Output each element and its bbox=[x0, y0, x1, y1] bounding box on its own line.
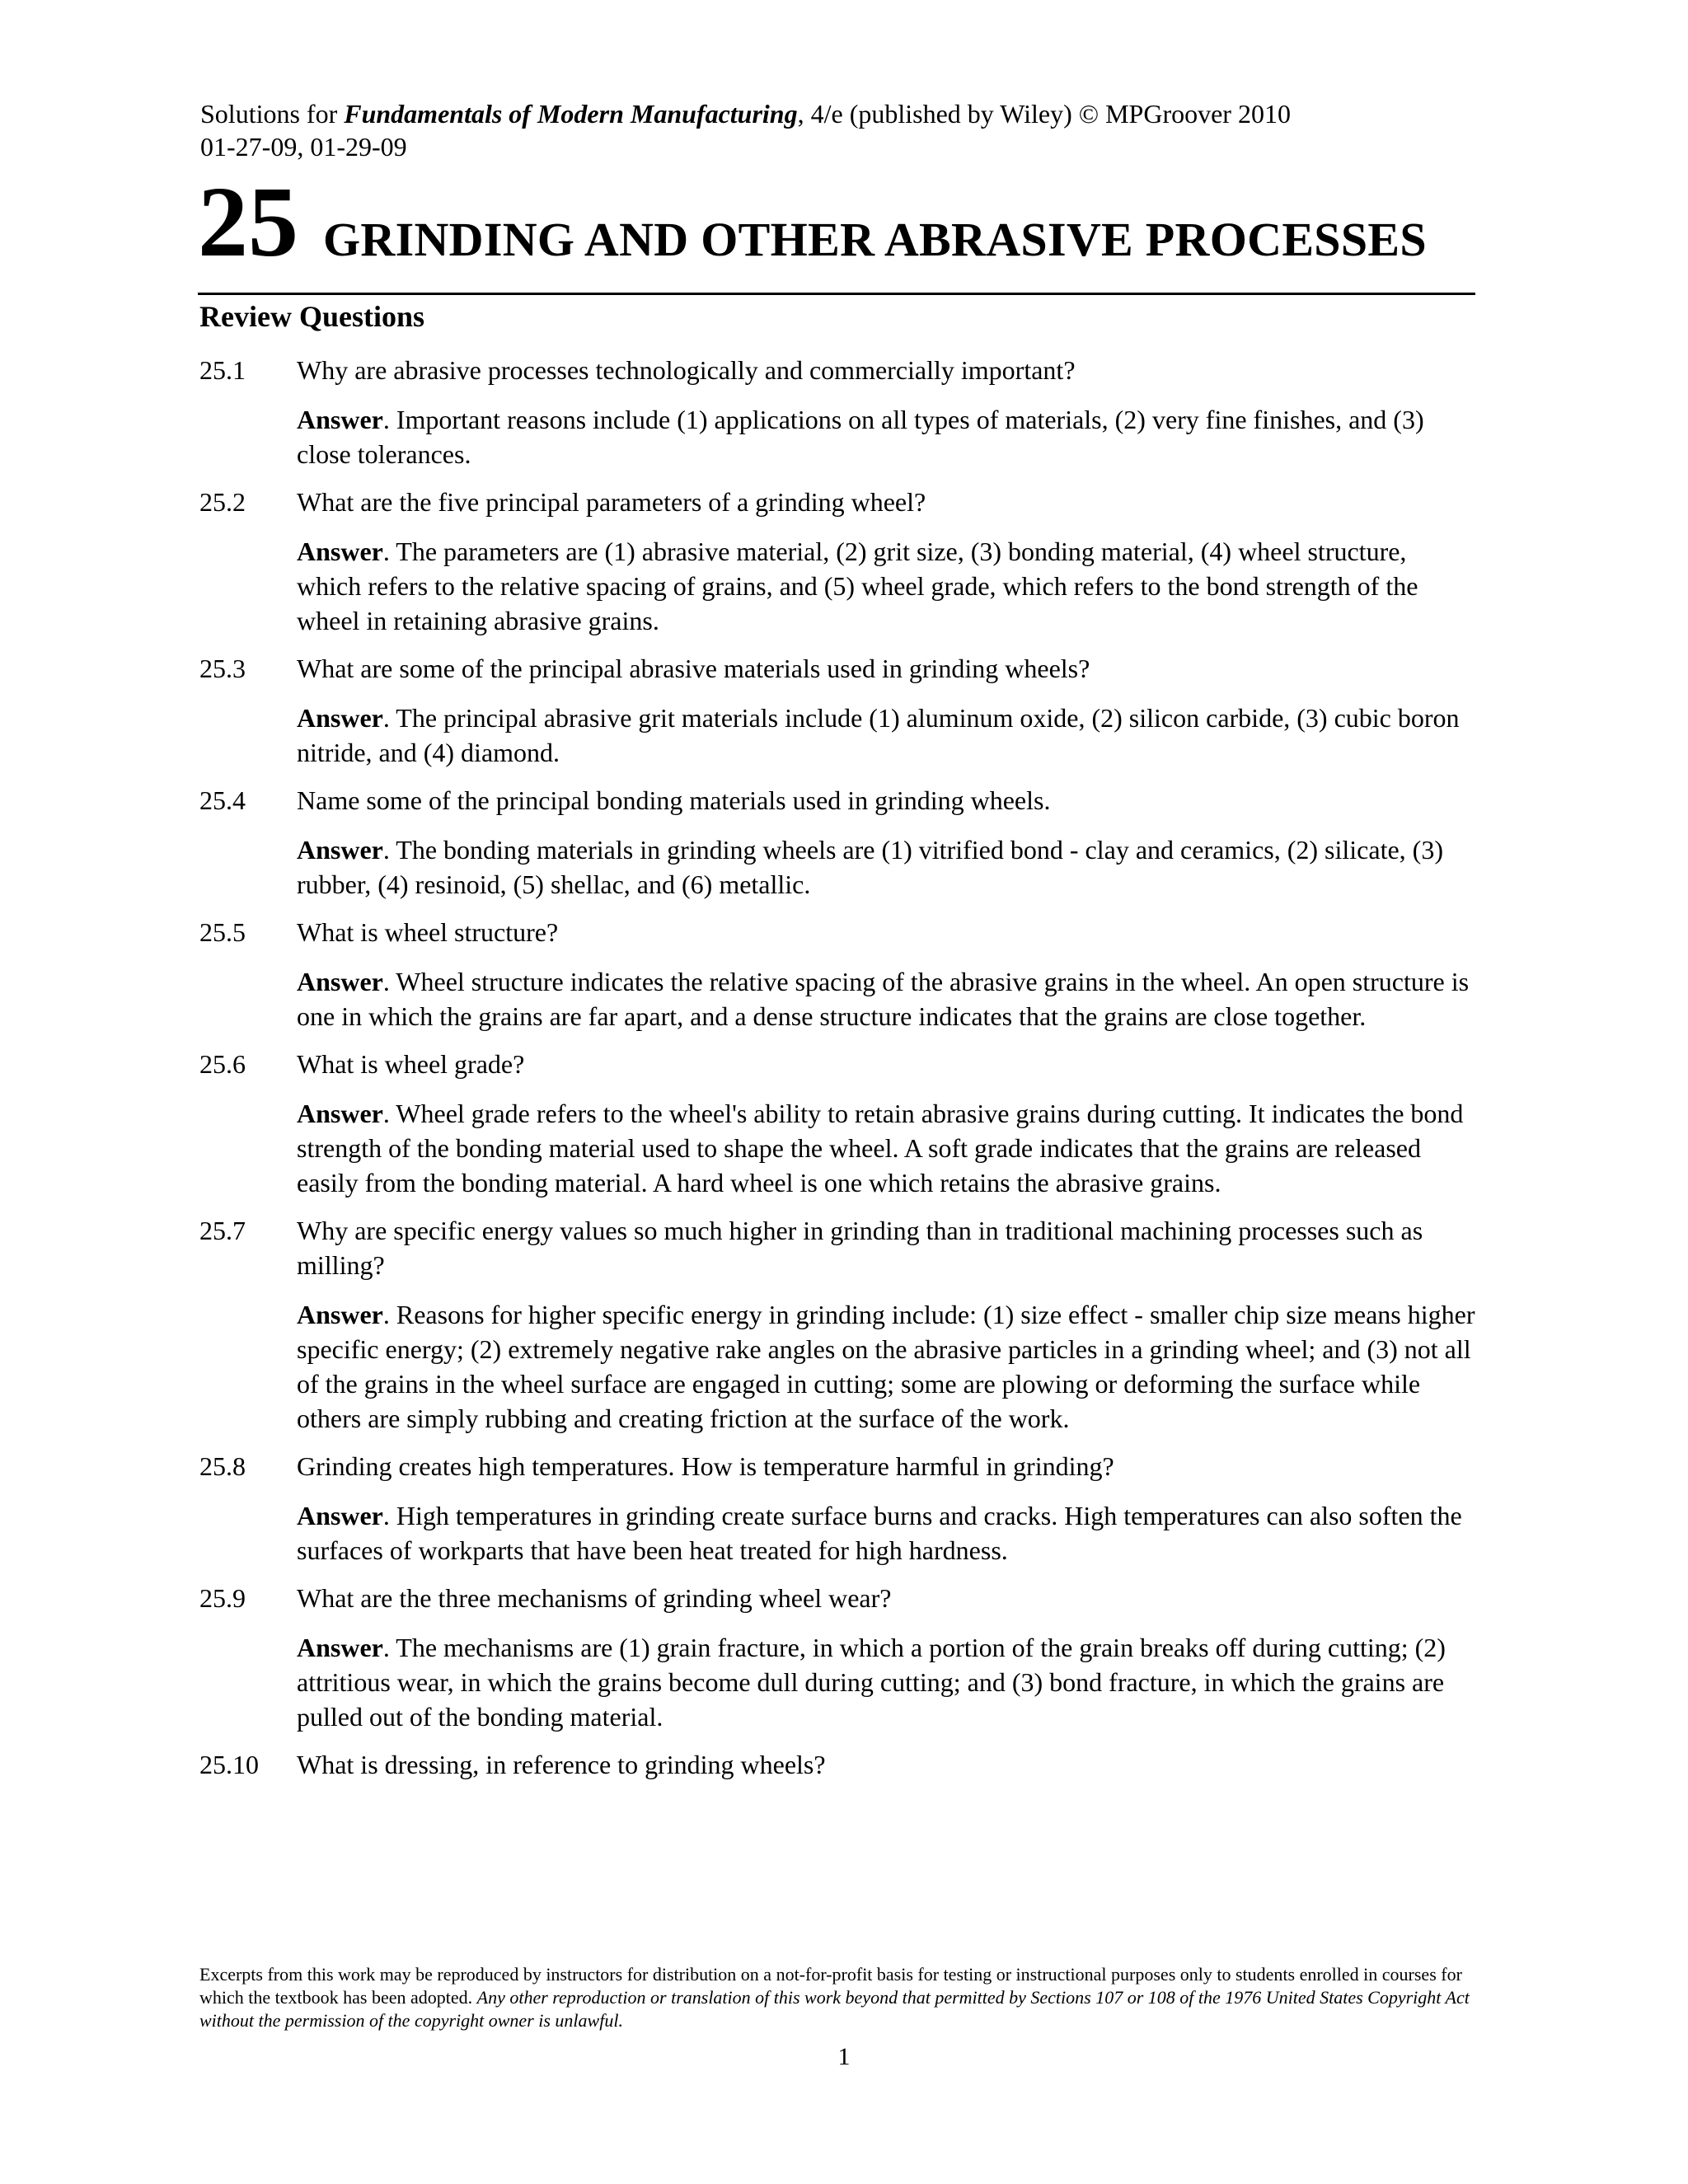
answer-text: . The principal abrasive grit materials include (1) aluminum oxide, (2) silicon carbide, (3) cubic boron nitride, and (4) diamond. bbox=[297, 703, 1460, 767]
question-text: Grinding creates high temperatures. How is temperature harmful in grinding? bbox=[297, 1451, 1114, 1481]
question-row bbox=[199, 1047, 1485, 1081]
answer-paragraph bbox=[297, 1630, 1475, 1734]
question-text: What are the three mechanisms of grinding wheel wear? bbox=[297, 1583, 892, 1613]
answer-label: Answer bbox=[297, 703, 383, 733]
question-item bbox=[199, 1581, 1485, 1734]
question-number: 25.7 bbox=[199, 1216, 246, 1245]
question-text: What is dressing, in reference to grinding wheels? bbox=[297, 1750, 826, 1779]
question-number: 25.9 bbox=[199, 1583, 246, 1613]
page-header bbox=[200, 97, 1291, 163]
answer-text: . Important reasons include (1) applications on all types of materials, (2) very fine finishes, and (3) close tolerances. bbox=[297, 405, 1424, 469]
question-item bbox=[199, 1213, 1485, 1436]
footer-normal-text: Excerpts from this work may be reproduced by instructors for distribution on a not-for-profit basis for testing or instructional purposes only to students enrolled in courses for which the textbook has been adopted. bbox=[199, 1964, 1462, 2008]
answer-paragraph bbox=[297, 964, 1475, 1033]
chapter-title: GRINDING AND OTHER ABRASIVE PROCESSES bbox=[323, 213, 1427, 266]
chapter-number: 25 bbox=[198, 166, 298, 278]
question-text: What is wheel structure? bbox=[297, 917, 559, 947]
question-number: 25.3 bbox=[199, 654, 246, 683]
question-item bbox=[199, 1047, 1485, 1200]
answer-paragraph bbox=[297, 701, 1475, 770]
answer-paragraph bbox=[297, 1297, 1475, 1436]
question-item bbox=[199, 783, 1485, 902]
header-citation bbox=[200, 97, 1291, 130]
question-text: What are the five principal parameters of a grinding wheel? bbox=[297, 487, 926, 517]
section-title: Review Questions bbox=[199, 300, 424, 333]
answer-paragraph bbox=[297, 1498, 1475, 1568]
question-list bbox=[199, 353, 1485, 1797]
answer-text: . Wheel grade refers to the wheel's ability to retain abrasive grains during cutting. It indicates the bond strength of the bonding material used to shape the wheel. A soft grade indicates that the grains are released easily from the bonding material. A hard wheel is one which retains the abrasive grains. bbox=[297, 1099, 1464, 1197]
answer-label: Answer bbox=[297, 835, 383, 865]
question-text: What is wheel grade? bbox=[297, 1049, 525, 1079]
answer-label: Answer bbox=[297, 537, 383, 566]
answer-text: . Wheel structure indicates the relative spacing of the abrasive grains in the wheel. An open structure is one in which the grains are far apart, and a dense structure indicates that the grains are close together. bbox=[297, 967, 1470, 1031]
answer-text: . High temperatures in grinding create surface burns and cracks. High temperatures can also soften the surfaces of workparts that have been heat treated for high hardness. bbox=[297, 1501, 1462, 1565]
answer-label: Answer bbox=[297, 967, 383, 996]
question-item bbox=[199, 353, 1485, 471]
header-suffix: , 4/e (published by Wiley) © MPGroover 2010 bbox=[797, 99, 1291, 129]
question-item bbox=[199, 1747, 1485, 1782]
header-dates: 01-27-09, 01-29-09 bbox=[200, 132, 407, 162]
answer-paragraph bbox=[297, 832, 1475, 902]
question-number: 25.5 bbox=[199, 917, 246, 947]
question-item bbox=[199, 651, 1485, 770]
question-item bbox=[199, 1449, 1485, 1568]
question-number: 25.6 bbox=[199, 1049, 246, 1079]
question-row bbox=[199, 651, 1485, 686]
question-number: 25.8 bbox=[199, 1451, 246, 1481]
answer-paragraph bbox=[297, 534, 1475, 638]
copyright-footer bbox=[199, 1963, 1485, 2032]
question-number: 25.2 bbox=[199, 487, 246, 517]
question-row bbox=[199, 485, 1485, 519]
answer-label: Answer bbox=[297, 1633, 383, 1662]
question-number: 25.10 bbox=[199, 1750, 259, 1779]
question-text: Why are specific energy values so much higher in grinding than in traditional machining processes such as milling? bbox=[297, 1216, 1423, 1280]
heading-divider bbox=[198, 293, 1475, 295]
footer-italic-text: Any other reproduction or translation of this work beyond that permitted by Sections 107 or 108 of the 1976 United States Copyright Act without the permission of the copyright owner is unlawful. bbox=[199, 1987, 1470, 2031]
answer-label: Answer bbox=[297, 1099, 383, 1128]
answer-text: . The parameters are (1) abrasive material, (2) grit size, (3) bonding material, (4) wheel structure, which refers to the relative spacing of grains, and (5) wheel grade, which refers to the bond strength of the wheel in retaining abrasive grains. bbox=[297, 537, 1418, 635]
question-number: 25.4 bbox=[199, 785, 246, 815]
page-number: 1 bbox=[837, 2043, 851, 2070]
question-number: 25.1 bbox=[199, 355, 246, 385]
question-row bbox=[199, 915, 1485, 949]
question-row bbox=[199, 783, 1485, 818]
answer-paragraph bbox=[297, 402, 1475, 471]
answer-label: Answer bbox=[297, 1501, 383, 1530]
question-text: Why are abrasive processes technologically and commercially important? bbox=[297, 355, 1076, 385]
answer-text: . The bonding materials in grinding wheels are (1) vitrified bond - clay and ceramics, (2) silicate, (3) rubber, (4) resinoid, (5) shellac, and (6) metallic. bbox=[297, 835, 1443, 899]
answer-label: Answer bbox=[297, 1300, 383, 1329]
answer-paragraph bbox=[297, 1096, 1475, 1200]
answer-text: . The mechanisms are (1) grain fracture, in which a portion of the grain breaks off during cutting; (2) attritious wear, in which the grains become dull during cutting; and (3) bond fracture, in which the grains are pulled out of the bonding material. bbox=[297, 1633, 1446, 1732]
answer-text: . Reasons for higher specific energy in grinding include: (1) size effect - smaller chip size means higher specific energy; (2) extremely negative rake angles on the abrasive particles in a grinding wheel; and (3) not all of the grains in the wheel surface are engaged in cutting; some are plowing or deforming the surface while others are simply rubbing and creating friction at the surface of the work. bbox=[297, 1300, 1475, 1433]
header-prefix: Solutions for bbox=[200, 99, 345, 129]
header-book-title: Fundamentals of Modern Manufacturing bbox=[344, 99, 798, 129]
chapter-heading bbox=[198, 166, 1427, 278]
question-row bbox=[199, 1581, 1485, 1615]
question-row bbox=[199, 1747, 1485, 1782]
question-row bbox=[199, 1449, 1485, 1483]
answer-label: Answer bbox=[297, 405, 383, 434]
question-text: Name some of the principal bonding materials used in grinding wheels. bbox=[297, 785, 1051, 815]
question-row bbox=[199, 1213, 1485, 1282]
question-text: What are some of the principal abrasive materials used in grinding wheels? bbox=[297, 654, 1090, 683]
question-item bbox=[199, 485, 1485, 638]
question-row bbox=[199, 353, 1485, 387]
question-item bbox=[199, 915, 1485, 1033]
